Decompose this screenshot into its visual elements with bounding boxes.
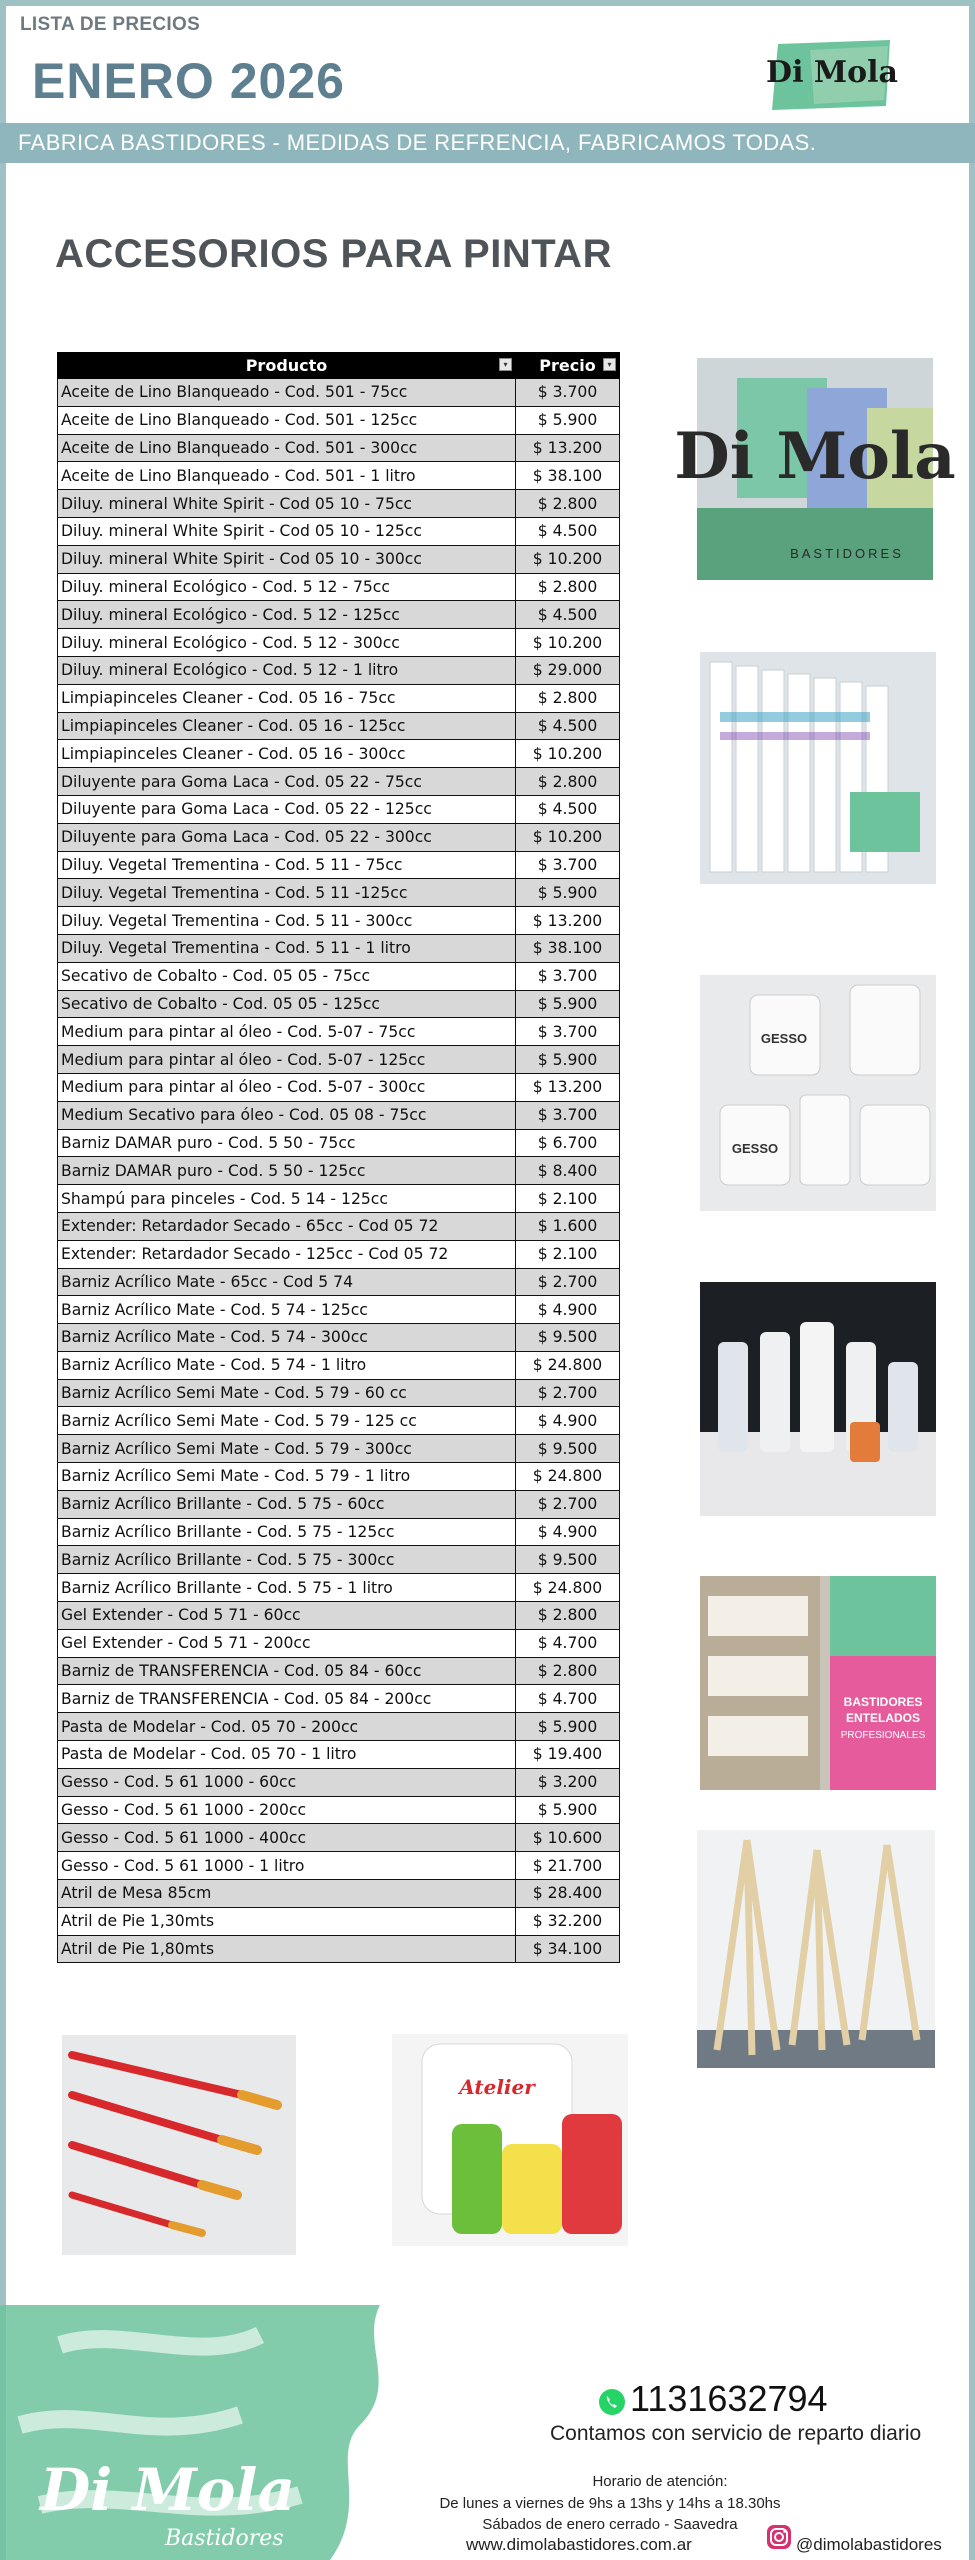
product-cell: Barniz Acrílico Mate - Cod. 5 74 - 1 litro — [58, 1351, 516, 1379]
table-row — [58, 1351, 620, 1379]
price-list-label: LISTA DE PRECIOS — [20, 14, 201, 35]
paint-jars-photo — [392, 2034, 628, 2246]
product-cell: Barniz Acrílico Brillante - Cod. 5 75 - 60cc — [58, 1490, 516, 1518]
table-row — [58, 517, 620, 545]
table-row — [58, 379, 620, 407]
price-cell: $ 4.900 — [516, 1518, 620, 1546]
price-cell: $ 32.200 — [516, 1907, 620, 1935]
top-frame — [0, 0, 975, 6]
product-cell: Barniz de TRANSFERENCIA - Cod. 05 84 - 60cc — [58, 1657, 516, 1685]
table-row — [58, 1768, 620, 1796]
product-cell: Aceite de Lino Blanqueado - Cod. 501 - 1 litro — [58, 462, 516, 490]
subtitle-band — [0, 123, 975, 163]
price-cell: $ 5.900 — [516, 1713, 620, 1741]
price-cell: $ 2.700 — [516, 1379, 620, 1407]
product-cell: Atril de Pie 1,30mts — [58, 1907, 516, 1935]
phone-number[interactable]: 1131632794 — [630, 2378, 828, 2419]
table-row — [58, 1240, 620, 1268]
store-shelves-photo — [700, 1576, 936, 1790]
product-cell: Limpiapinceles Cleaner - Cod. 05 16 - 300cc — [58, 740, 516, 768]
product-cell: Pasta de Modelar - Cod. 05 70 - 200cc — [58, 1713, 516, 1741]
logo-sign-sub: BASTIDORES — [790, 546, 904, 561]
price-cell: $ 13.200 — [516, 1073, 620, 1101]
logo-sign-text: Di Mola — [674, 419, 956, 494]
price-cell: $ 2.800 — [516, 768, 620, 796]
table-row — [58, 490, 620, 518]
jar-brand-text: Atelier — [459, 2075, 535, 2099]
footer-logo-text: Di Mola — [40, 2456, 296, 2524]
product-cell: Diluy. Vegetal Trementina - Cod. 5 11 - 1 litro — [58, 934, 516, 962]
logo-sign-photo — [674, 358, 956, 580]
price-cell: $ 2.800 — [516, 573, 620, 601]
table-row — [58, 934, 620, 962]
product-cell: Extender: Retardador Secado - 65cc - Cod 05 72 — [58, 1212, 516, 1240]
price-cell: $ 13.200 — [516, 907, 620, 935]
price-cell: $ 29.000 — [516, 656, 620, 684]
product-cell: Diluyente para Goma Laca - Cod. 05 22 - 300cc — [58, 823, 516, 851]
price-cell: $ 34.100 — [516, 1935, 620, 1963]
store-sign-line-3: PROFESIONALES — [840, 1730, 926, 1741]
table-row — [58, 1490, 620, 1518]
price-cell: $ 38.100 — [516, 934, 620, 962]
price-cell: $ 9.500 — [516, 1435, 620, 1463]
table-row — [58, 1101, 620, 1129]
price-cell: $ 38.100 — [516, 462, 620, 490]
product-cell: Diluy. mineral Ecológico - Cod. 5 12 - 125cc — [58, 601, 516, 629]
table-row — [58, 1185, 620, 1213]
price-cell: $ 10.200 — [516, 545, 620, 573]
table-row — [58, 1129, 620, 1157]
product-cell: Diluyente para Goma Laca - Cod. 05 22 - 75cc — [58, 768, 516, 796]
product-cell: Diluy. Vegetal Trementina - Cod. 5 11 - 75cc — [58, 851, 516, 879]
price-cell: $ 3.700 — [516, 851, 620, 879]
table-row — [58, 1018, 620, 1046]
footer-logo-sub: Bastidores — [165, 2526, 284, 2551]
product-cell: Gesso - Cod. 5 61 1000 - 1 litro — [58, 1852, 516, 1880]
price-cell: $ 10.200 — [516, 823, 620, 851]
price-cell: $ 24.800 — [516, 1463, 620, 1491]
product-cell: Diluy. mineral Ecológico - Cod. 5 12 - 1 litro — [58, 656, 516, 684]
gesso-label: GESSO — [731, 1141, 779, 1156]
table-row — [58, 406, 620, 434]
product-cell: Barniz Acrílico Brillante - Cod. 5 75 - 125cc — [58, 1518, 516, 1546]
price-cell: $ 4.500 — [516, 601, 620, 629]
column-header-price[interactable]: Precio ▾ — [516, 353, 620, 379]
product-cell: Barniz Acrílico Semi Mate - Cod. 5 79 - 60 cc — [58, 1379, 516, 1407]
price-cell: $ 24.800 — [516, 1351, 620, 1379]
product-cell: Pasta de Modelar - Cod. 05 70 - 1 litro — [58, 1741, 516, 1769]
column-header-product[interactable]: Producto ▾ — [58, 353, 516, 379]
table-row — [58, 1157, 620, 1185]
table-row — [58, 1824, 620, 1852]
table-row — [58, 1073, 620, 1101]
table-row — [58, 1046, 620, 1074]
section-title: ACCESORIOS PARA PINTAR — [55, 232, 612, 276]
gesso-label: GESSO — [760, 1031, 808, 1046]
product-cell: Secativo de Cobalto - Cod. 05 05 - 75cc — [58, 962, 516, 990]
filter-dropdown-icon[interactable]: ▾ — [499, 358, 512, 371]
price-cell: $ 4.900 — [516, 1407, 620, 1435]
product-cell: Barniz de TRANSFERENCIA - Cod. 05 84 - 200cc — [58, 1685, 516, 1713]
product-cell: Diluy. mineral White Spirit - Cod 05 10 - 300cc — [58, 545, 516, 573]
store-sign-line-1: BASTIDORES — [843, 1695, 923, 1709]
delivery-note: Contamos con servicio de reparto diario — [550, 2422, 922, 2445]
product-cell: Atril de Pie 1,80mts — [58, 1935, 516, 1963]
price-cell: $ 9.500 — [516, 1546, 620, 1574]
price-cell: $ 10.600 — [516, 1824, 620, 1852]
price-cell: $ 3.700 — [516, 1018, 620, 1046]
price-cell: $ 2.800 — [516, 1602, 620, 1630]
subtitle-text: FABRICA BASTIDORES - MEDIDAS DE REFRENCIA, FABRICAMOS TODAS. — [18, 130, 817, 155]
store-sign-line-2: ENTELADOS — [845, 1711, 921, 1725]
table-row — [58, 907, 620, 935]
price-cell: $ 3.200 — [516, 1768, 620, 1796]
product-cell: Medium Secativo para óleo - Cod. 05 08 - 75cc — [58, 1101, 516, 1129]
table-row — [58, 1296, 620, 1324]
product-cell: Diluy. mineral White Spirit - Cod 05 10 - 125cc — [58, 517, 516, 545]
product-cell: Atril de Mesa 85cm — [58, 1880, 516, 1908]
product-cell: Barniz Acrílico Semi Mate - Cod. 5 79 - 125 cc — [58, 1407, 516, 1435]
price-cell: $ 2.100 — [516, 1185, 620, 1213]
price-cell: $ 5.900 — [516, 1046, 620, 1074]
product-cell: Diluy. mineral Ecológico - Cod. 5 12 - 75cc — [58, 573, 516, 601]
table-row — [58, 1713, 620, 1741]
product-cell: Limpiapinceles Cleaner - Cod. 05 16 - 75cc — [58, 684, 516, 712]
right-frame — [969, 0, 975, 2560]
price-cell: $ 3.700 — [516, 962, 620, 990]
table-row — [58, 712, 620, 740]
page-title: ENERO 2026 — [32, 53, 345, 109]
price-cell: $ 8.400 — [516, 1157, 620, 1185]
table-row — [58, 1407, 620, 1435]
product-cell: Diluyente para Goma Laca - Cod. 05 22 - 125cc — [58, 795, 516, 823]
table-row — [58, 1379, 620, 1407]
table-row — [58, 1212, 620, 1240]
table-row — [58, 1657, 620, 1685]
product-cell: Barniz Acrílico Brillante - Cod. 5 75 - 1 litro — [58, 1574, 516, 1602]
product-cell: Diluy. mineral Ecológico - Cod. 5 12 - 300cc — [58, 629, 516, 657]
logo-text: Di Mola — [766, 55, 898, 90]
price-cell: $ 5.900 — [516, 990, 620, 1018]
hours-weekdays: De lunes a viernes de 9hs a 13hs y 14hs a 18.30hs — [439, 2495, 781, 2512]
product-cell: Secativo de Cobalto - Cod. 05 05 - 125cc — [58, 990, 516, 1018]
price-cell: $ 2.800 — [516, 1657, 620, 1685]
price-cell: $ 4.500 — [516, 712, 620, 740]
website-link[interactable]: www.dimolabastidores.com.ar — [466, 2535, 692, 2554]
price-cell: $ 3.700 — [516, 379, 620, 407]
price-cell: $ 5.900 — [516, 879, 620, 907]
price-cell: $ 4.500 — [516, 517, 620, 545]
product-cell: Aceite de Lino Blanqueado - Cod. 501 - 125cc — [58, 406, 516, 434]
product-cell: Barniz Acrílico Mate - Cod. 5 74 - 125cc — [58, 1296, 516, 1324]
table-row — [58, 879, 620, 907]
instagram-handle[interactable]: @dimolabastidores — [796, 2535, 942, 2554]
product-cell: Gel Extender - Cod 5 71 - 200cc — [58, 1629, 516, 1657]
product-cell: Barniz Acrílico Mate - 65cc - Cod 5 74 — [58, 1268, 516, 1296]
price-cell: $ 19.400 — [516, 1741, 620, 1769]
varnish-bottles-photo — [700, 1282, 936, 1516]
product-cell: Aceite de Lino Blanqueado - Cod. 501 - 75cc — [58, 379, 516, 407]
product-cell: Gel Extender - Cod 5 71 - 60cc — [58, 1602, 516, 1630]
price-cell: $ 4.500 — [516, 795, 620, 823]
price-table-body — [58, 379, 620, 1963]
table-row — [58, 629, 620, 657]
table-row — [58, 740, 620, 768]
price-cell: $ 6.700 — [516, 1129, 620, 1157]
price-cell: $ 4.900 — [516, 1296, 620, 1324]
table-row — [58, 795, 620, 823]
table-row — [58, 1574, 620, 1602]
product-cell: Medium para pintar al óleo - Cod. 5-07 - 125cc — [58, 1046, 516, 1074]
product-cell: Barniz Acrílico Semi Mate - Cod. 5 79 - 1 litro — [58, 1463, 516, 1491]
product-cell: Medium para pintar al óleo - Cod. 5-07 - 300cc — [58, 1073, 516, 1101]
canvases-photo — [700, 652, 936, 884]
product-cell: Gesso - Cod. 5 61 1000 - 200cc — [58, 1796, 516, 1824]
product-cell: Extender: Retardador Secado - 125cc - Cod 05 72 — [58, 1240, 516, 1268]
table-row — [58, 1518, 620, 1546]
price-cell: $ 4.700 — [516, 1629, 620, 1657]
table-row — [58, 434, 620, 462]
hours-title: Horario de atención: — [592, 2473, 728, 2490]
table-row — [58, 1852, 620, 1880]
table-row — [58, 1629, 620, 1657]
price-cell: $ 9.500 — [516, 1324, 620, 1352]
price-cell: $ 21.700 — [516, 1852, 620, 1880]
product-cell: Shampú para pinceles - Cod. 5 14 - 125cc — [58, 1185, 516, 1213]
product-cell: Aceite de Lino Blanqueado - Cod. 501 - 300cc — [58, 434, 516, 462]
product-cell: Barniz Acrílico Mate - Cod. 5 74 - 300cc — [58, 1324, 516, 1352]
price-cell: $ 4.700 — [516, 1685, 620, 1713]
price-cell: $ 2.800 — [516, 490, 620, 518]
product-cell: Limpiapinceles Cleaner - Cod. 05 16 - 125cc — [58, 712, 516, 740]
product-cell: Medium para pintar al óleo - Cod. 5-07 - 75cc — [58, 1018, 516, 1046]
price-cell: $ 2.100 — [516, 1240, 620, 1268]
table-row — [58, 656, 620, 684]
product-cell: Barniz Acrílico Semi Mate - Cod. 5 79 - 300cc — [58, 1435, 516, 1463]
table-row — [58, 1935, 620, 1963]
product-cell: Barniz Acrílico Brillante - Cod. 5 75 - 300cc — [58, 1546, 516, 1574]
table-row — [58, 1796, 620, 1824]
product-cell: Gesso - Cod. 5 61 1000 - 400cc — [58, 1824, 516, 1852]
brushes-photo — [62, 2035, 296, 2255]
product-cell: Barniz DAMAR puro - Cod. 5 50 - 75cc — [58, 1129, 516, 1157]
price-cell: $ 5.900 — [516, 406, 620, 434]
price-cell: $ 2.700 — [516, 1268, 620, 1296]
table-row — [58, 601, 620, 629]
table-row — [58, 1880, 620, 1908]
table-row — [58, 1907, 620, 1935]
table-row — [58, 1268, 620, 1296]
product-cell: Diluy. mineral White Spirit - Cod 05 10 - 75cc — [58, 490, 516, 518]
brand-logo — [766, 40, 898, 110]
table-row — [58, 545, 620, 573]
table-row — [58, 962, 620, 990]
table-row — [58, 1602, 620, 1630]
filter-dropdown-icon[interactable]: ▾ — [603, 358, 616, 371]
price-cell: $ 2.800 — [516, 684, 620, 712]
product-cell: Gesso - Cod. 5 61 1000 - 60cc — [58, 1768, 516, 1796]
product-cell: Diluy. Vegetal Trementina - Cod. 5 11 - 300cc — [58, 907, 516, 935]
price-cell: $ 2.700 — [516, 1490, 620, 1518]
table-row — [58, 990, 620, 1018]
easels-photo — [697, 1830, 935, 2068]
product-cell: Diluy. Vegetal Trementina - Cod. 5 11 -125cc — [58, 879, 516, 907]
price-table — [57, 352, 620, 1963]
product-cell: Barniz DAMAR puro - Cod. 5 50 - 125cc — [58, 1157, 516, 1185]
left-frame — [0, 0, 6, 2560]
price-cell: $ 1.600 — [516, 1212, 620, 1240]
table-row — [58, 1546, 620, 1574]
table-row — [58, 1324, 620, 1352]
price-cell: $ 13.200 — [516, 434, 620, 462]
table-row — [58, 1435, 620, 1463]
price-cell: $ 10.200 — [516, 629, 620, 657]
table-row — [58, 684, 620, 712]
table-row — [58, 1741, 620, 1769]
price-cell: $ 24.800 — [516, 1574, 620, 1602]
table-row — [58, 851, 620, 879]
table-row — [58, 823, 620, 851]
price-cell: $ 3.700 — [516, 1101, 620, 1129]
price-cell: $ 10.200 — [516, 740, 620, 768]
table-row — [58, 768, 620, 796]
table-row — [58, 1685, 620, 1713]
hours-saturday: Sábados de enero cerrado - Saavedra — [482, 2516, 738, 2533]
gesso-jars-photo — [700, 975, 936, 1211]
table-row — [58, 462, 620, 490]
table-row — [58, 1463, 620, 1491]
table-row — [58, 573, 620, 601]
price-cell: $ 5.900 — [516, 1796, 620, 1824]
price-cell: $ 28.400 — [516, 1880, 620, 1908]
